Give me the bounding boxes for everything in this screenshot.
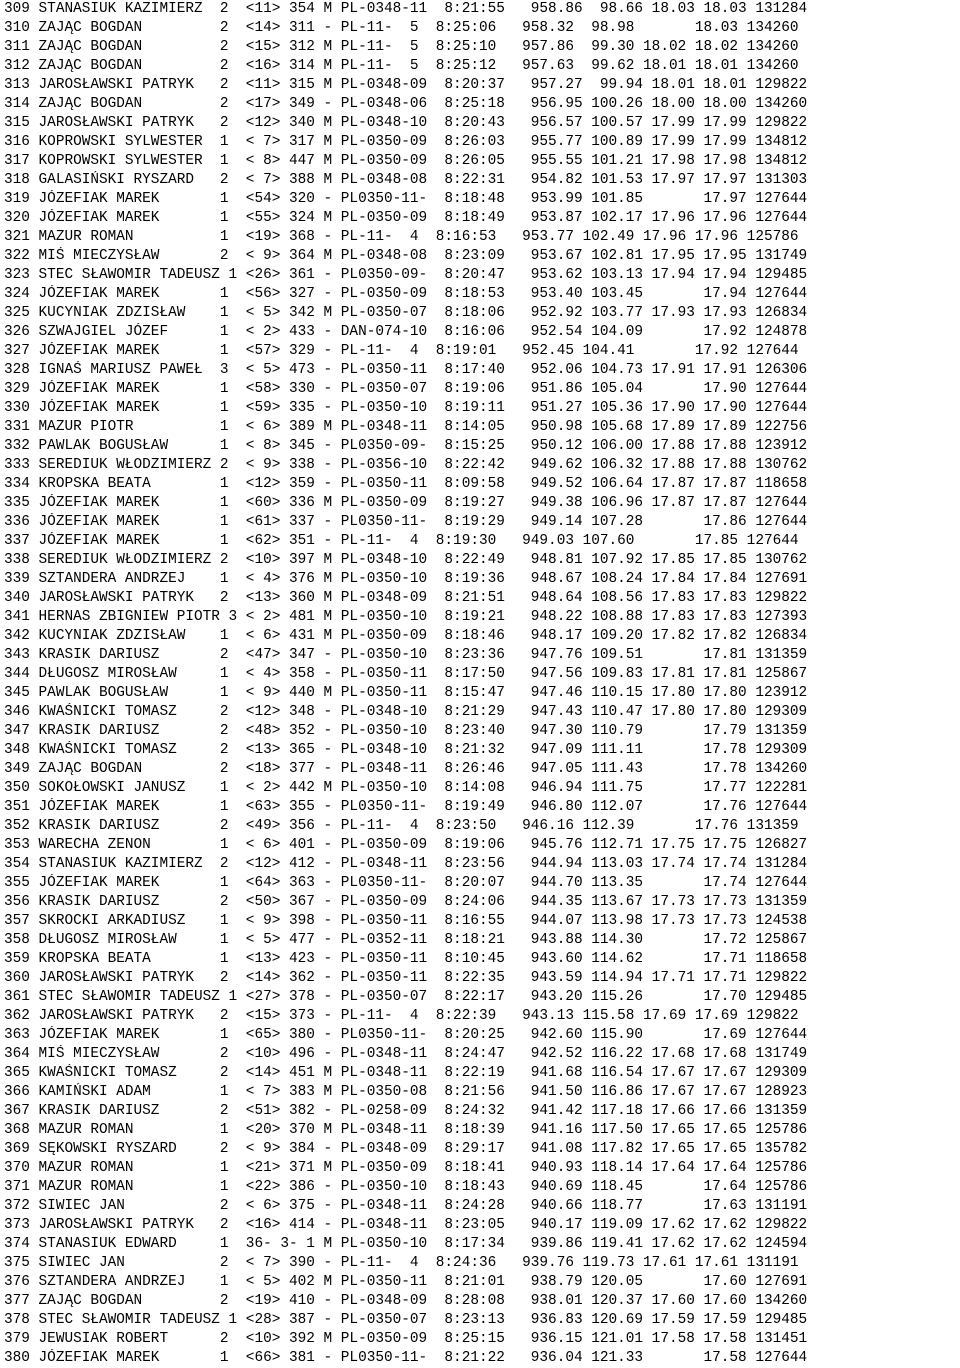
- result-row: 367 KRASIK DARIUSZ 2 <51> 382 - PL-0258-09 8:24:32 941.42 117.18 17.66 17.66 131359: [4, 1103, 808, 1119]
- result-row: 334 KROPSKA BEATA 1 <12> 359 - PL-0350-11 8:09:58 949.52 106.64 17.87 17.87 118658: [4, 476, 808, 492]
- result-row: 344 DŁUGOSZ MIROSŁAW 1 < 4> 358 - PL-0350-11 8:17:50 947.56 109.83 17.81 17.81 125867: [4, 666, 808, 682]
- result-row: 346 KWAŚNICKI TOMASZ 2 <12> 348 - PL-0348-10 8:21:29 947.43 110.47 17.80 17.80 129309: [4, 704, 808, 720]
- result-row: 375 SIWIEC JAN 2 < 7> 390 - PL-11- 4 8:24:36 939.76 119.73 17.61 17.61 131191: [4, 1255, 799, 1271]
- result-row: 336 JÓZEFIAK MAREK 1 <61> 337 - PL0350-11- 8:19:29 949.14 107.28 17.86 127644: [4, 514, 808, 530]
- result-row: 363 JÓZEFIAK MAREK 1 <65> 380 - PL0350-11- 8:20:25 942.60 115.90 17.69 127644: [4, 1027, 808, 1043]
- result-row: 379 JEWUSIAK ROBERT 2 <10> 392 M PL-0350-09 8:25:15 936.15 121.01 17.58 17.58 131451: [4, 1331, 808, 1347]
- result-row: 345 PAWLAK BOGUSŁAW 1 < 9> 440 M PL-0350-11 8:15:47 947.46 110.15 17.80 17.80 123912: [4, 685, 808, 701]
- result-row: 338 SEREDIUK WŁODZIMIERZ 2 <10> 397 M PL-0348-10 8:22:49 948.81 107.92 17.85 17.85 130762: [4, 552, 808, 568]
- result-row: 319 JÓZEFIAK MAREK 1 <54> 320 - PL0350-11- 8:18:48 953.99 101.85 17.97 127644: [4, 191, 808, 207]
- result-row: 359 KROPSKA BEATA 1 <13> 423 - PL-0350-11 8:10:45 943.60 114.62 17.71 118658: [4, 951, 808, 967]
- result-row: 326 SZWAJGIEL JÓZEF 1 < 2> 433 - DAN-074-10 8:16:06 952.54 104.09 17.92 124878: [4, 324, 808, 340]
- result-row: 339 SZTANDERA ANDRZEJ 1 < 4> 376 M PL-0350-10 8:19:36 948.67 108.24 17.84 17.84 127691: [4, 571, 808, 587]
- result-row: 372 SIWIEC JAN 2 < 6> 375 - PL-0348-11 8:24:28 940.66 118.77 17.63 131191: [4, 1198, 808, 1214]
- result-row: 312 ZAJĄC BOGDAN 2 <16> 314 M PL-11- 5 8:25:12 957.63 99.62 18.01 18.01 134260: [4, 58, 799, 74]
- result-row: 356 KRASIK DARIUSZ 2 <50> 367 - PL-0350-09 8:24:06 944.35 113.67 17.73 17.73 131359: [4, 894, 808, 910]
- result-row: 373 JAROSŁAWSKI PATRYK 2 <16> 414 - PL-0348-11 8:23:05 940.17 119.09 17.62 17.62 129822: [4, 1217, 808, 1233]
- result-row: 370 MAZUR ROMAN 1 <21> 371 M PL-0350-09 8:18:41 940.93 118.14 17.64 17.64 125786: [4, 1160, 808, 1176]
- result-row: 311 ZAJĄC BOGDAN 2 <15> 312 M PL-11- 5 8:25:10 957.86 99.30 18.02 18.02 134260: [4, 39, 799, 55]
- result-row: 348 KWAŚNICKI TOMASZ 2 <13> 365 - PL-0348-10 8:21:32 947.09 111.11 17.78 129309: [4, 742, 808, 758]
- result-row: 317 KOPROWSKI SYLWESTER 1 < 8> 447 M PL-0350-09 8:26:05 955.55 101.21 17.98 17.98 134812: [4, 153, 808, 169]
- result-row: 328 IGNAŚ MARIUSZ PAWEŁ 3 < 5> 473 - PL-0350-11 8:17:40 952.06 104.73 17.91 17.91 126306: [4, 362, 808, 378]
- result-row: 325 KUCYNIAK ZDZISŁAW 1 < 5> 342 M PL-0350-07 8:18:06 952.92 103.77 17.93 17.93 126834: [4, 305, 808, 321]
- result-row: 315 JAROSŁAWSKI PATRYK 2 <12> 340 M PL-0348-10 8:20:43 956.57 100.57 17.99 17.99 129822: [4, 115, 808, 131]
- result-row: 341 HERNAS ZBIGNIEW PIOTR 3 < 2> 481 M PL-0350-10 8:19:21 948.22 108.88 17.83 17.83 127393: [4, 609, 808, 625]
- result-row: 330 JÓZEFIAK MAREK 1 <59> 335 - PL-0350-10 8:19:11 951.27 105.36 17.90 17.90 127644: [4, 400, 808, 416]
- result-row: 337 JÓZEFIAK MAREK 1 <62> 351 - PL-11- 4 8:19:30 949.03 107.60 17.85 127644: [4, 533, 799, 549]
- result-row: 374 STANASIUK EDWARD 1 36- 3- 1 M PL-0350-10 8:17:34 939.86 119.41 17.62 17.62 124594: [4, 1236, 808, 1252]
- result-row: 364 MIŚ MIECZYSŁAW 2 <10> 496 - PL-0348-11 8:24:47 942.52 116.22 17.68 17.68 131749: [4, 1046, 808, 1062]
- result-row: 362 JAROSŁAWSKI PATRYK 2 <15> 373 - PL-11- 4 8:22:39 943.13 115.58 17.69 17.69 129822: [4, 1008, 799, 1024]
- result-row: 358 DŁUGOSZ MIROSŁAW 1 < 5> 477 - PL-0352-11 8:18:21 943.88 114.30 17.72 125867: [4, 932, 808, 948]
- result-row: 329 JÓZEFIAK MAREK 1 <58> 330 - PL-0350-07 8:19:06 951.86 105.04 17.90 127644: [4, 381, 808, 397]
- result-row: 378 STEC SŁAWOMIR TADEUSZ 1 <28> 387 - PL-0350-07 8:23:13 936.83 120.69 17.59 17.59 129485: [4, 1312, 808, 1328]
- result-row: 350 SOKOŁOWSKI JANUSZ 1 < 2> 442 M PL-0350-10 8:14:08 946.94 111.75 17.77 122281: [4, 780, 808, 796]
- result-row: 340 JAROSŁAWSKI PATRYK 2 <13> 360 M PL-0348-09 8:21:51 948.64 108.56 17.83 17.83 129822: [4, 590, 808, 606]
- result-row: 333 SEREDIUK WŁODZIMIERZ 2 < 9> 338 - PL-0356-10 8:22:42 949.62 106.32 17.88 17.88 130762: [4, 457, 808, 473]
- result-row: 369 SĘKOWSKI RYSZARD 2 < 9> 384 - PL-0348-09 8:29:17 941.08 117.82 17.65 17.65 135782: [4, 1141, 808, 1157]
- result-row: 314 ZAJĄC BOGDAN 2 <17> 349 - PL-0348-06 8:25:18 956.95 100.26 18.00 18.00 134260: [4, 96, 808, 112]
- result-row: 377 ZAJĄC BOGDAN 2 <19> 410 - PL-0348-09 8:28:08 938.01 120.37 17.60 17.60 134260: [4, 1293, 808, 1309]
- result-row: 310 ZAJĄC BOGDAN 2 <14> 311 - PL-11- 5 8:25:06 958.32 98.98 18.03 134260: [4, 20, 799, 36]
- result-row: 318 GALASIŃSKI RYSZARD 2 < 7> 388 M PL-0348-08 8:22:31 954.82 101.53 17.97 17.97 131303: [4, 172, 808, 188]
- result-row: 347 KRASIK DARIUSZ 2 <48> 352 - PL-0350-10 8:23:40 947.30 110.79 17.79 131359: [4, 723, 808, 739]
- result-row: 316 KOPROWSKI SYLWESTER 1 < 7> 317 M PL-0350-09 8:26:03 955.77 100.89 17.99 17.99 134812: [4, 134, 808, 150]
- result-row: 376 SZTANDERA ANDRZEJ 1 < 5> 402 M PL-0350-11 8:21:01 938.79 120.05 17.60 127691: [4, 1274, 808, 1290]
- result-row: 309 STANASIUK KAZIMIERZ 2 <11> 354 M PL-0348-11 8:21:55 958.86 98.66 18.03 18.03 131284: [4, 1, 808, 17]
- result-row: 361 STEC SŁAWOMIR TADEUSZ 1 <27> 378 - PL-0350-07 8:22:17 943.20 115.26 17.70 129485: [4, 989, 808, 1005]
- result-row: 342 KUCYNIAK ZDZISŁAW 1 < 6> 431 M PL-0350-09 8:18:46 948.17 109.20 17.82 17.82 126834: [4, 628, 808, 644]
- result-row: 343 KRASIK DARIUSZ 2 <47> 347 - PL-0350-10 8:23:36 947.76 109.51 17.81 131359: [4, 647, 808, 663]
- result-row: 323 STEC SŁAWOMIR TADEUSZ 1 <26> 361 - PL0350-09- 8:20:47 953.62 103.13 17.94 17.94 129485: [4, 267, 808, 283]
- result-row: 368 MAZUR ROMAN 1 <20> 370 M PL-0348-11 8:18:39 941.16 117.50 17.65 17.65 125786: [4, 1122, 808, 1138]
- result-row: 354 STANASIUK KAZIMIERZ 2 <12> 412 - PL-0348-11 8:23:56 944.94 113.03 17.74 17.74 131284: [4, 856, 808, 872]
- result-row: 357 SKROCKI ARKADIUSZ 1 < 9> 398 - PL-0350-11 8:16:55 944.07 113.98 17.73 17.73 124538: [4, 913, 808, 929]
- result-row: 353 WARECHA ZENON 1 < 6> 401 - PL-0350-09 8:19:06 945.76 112.71 17.75 17.75 126827: [4, 837, 808, 853]
- result-row: 380 JÓZEFIAK MAREK 1 <66> 381 - PL0350-11- 8:21:22 936.04 121.33 17.58 127644: [4, 1350, 808, 1366]
- result-row: 352 KRASIK DARIUSZ 2 <49> 356 - PL-11- 4 8:23:50 946.16 112.39 17.76 131359: [4, 818, 799, 834]
- result-row: 313 JAROSŁAWSKI PATRYK 2 <11> 315 M PL-0348-09 8:20:37 957.27 99.94 18.01 18.01 129822: [4, 77, 808, 93]
- result-row: 320 JÓZEFIAK MAREK 1 <55> 324 M PL-0350-09 8:18:49 953.87 102.17 17.96 17.96 127644: [4, 210, 808, 226]
- result-row: 371 MAZUR ROMAN 1 <22> 386 - PL-0350-10 8:18:43 940.69 118.45 17.64 125786: [4, 1179, 808, 1195]
- result-row: 351 JÓZEFIAK MAREK 1 <63> 355 - PL0350-11- 8:19:49 946.80 112.07 17.76 127644: [4, 799, 808, 815]
- result-row: 322 MIŚ MIECZYSŁAW 2 < 9> 364 M PL-0348-08 8:23:09 953.67 102.81 17.95 17.95 131749: [4, 248, 808, 264]
- result-row: 335 JÓZEFIAK MAREK 1 <60> 336 M PL-0350-09 8:19:27 949.38 106.96 17.87 17.87 127644: [4, 495, 808, 511]
- result-row: 349 ZAJĄC BOGDAN 2 <18> 377 - PL-0348-11 8:26:46 947.05 111.43 17.78 134260: [4, 761, 808, 777]
- result-row: 331 MAZUR PIOTR 1 < 6> 389 M PL-0348-11 8:14:05 950.98 105.68 17.89 17.89 122756: [4, 419, 808, 435]
- result-row: 321 MAZUR ROMAN 1 <19> 368 - PL-11- 4 8:16:53 953.77 102.49 17.96 17.96 125786: [4, 229, 799, 245]
- result-row: 327 JÓZEFIAK MAREK 1 <57> 329 - PL-11- 4 8:19:01 952.45 104.41 17.92 127644: [4, 343, 799, 359]
- result-row: 366 KAMIŃSKI ADAM 1 < 7> 383 M PL-0350-08 8:21:56 941.50 116.86 17.67 17.67 128923: [4, 1084, 808, 1100]
- result-row: 365 KWAŚNICKI TOMASZ 2 <14> 451 M PL-0348-11 8:22:19 941.68 116.54 17.67 17.67 129309: [4, 1065, 808, 1081]
- result-row: 324 JÓZEFIAK MAREK 1 <56> 327 - PL-0350-09 8:18:53 953.40 103.45 17.94 127644: [4, 286, 808, 302]
- result-row: 360 JAROSŁAWSKI PATRYK 2 <14> 362 - PL-0350-11 8:22:35 943.59 114.94 17.71 17.71 129822: [4, 970, 808, 986]
- result-row: 332 PAWLAK BOGUSŁAW 1 < 8> 345 - PL0350-09- 8:15:25 950.12 106.00 17.88 17.88 123912: [4, 438, 808, 454]
- result-row: 355 JÓZEFIAK MAREK 1 <64> 363 - PL0350-11- 8:20:07 944.70 113.35 17.74 127644: [4, 875, 808, 891]
